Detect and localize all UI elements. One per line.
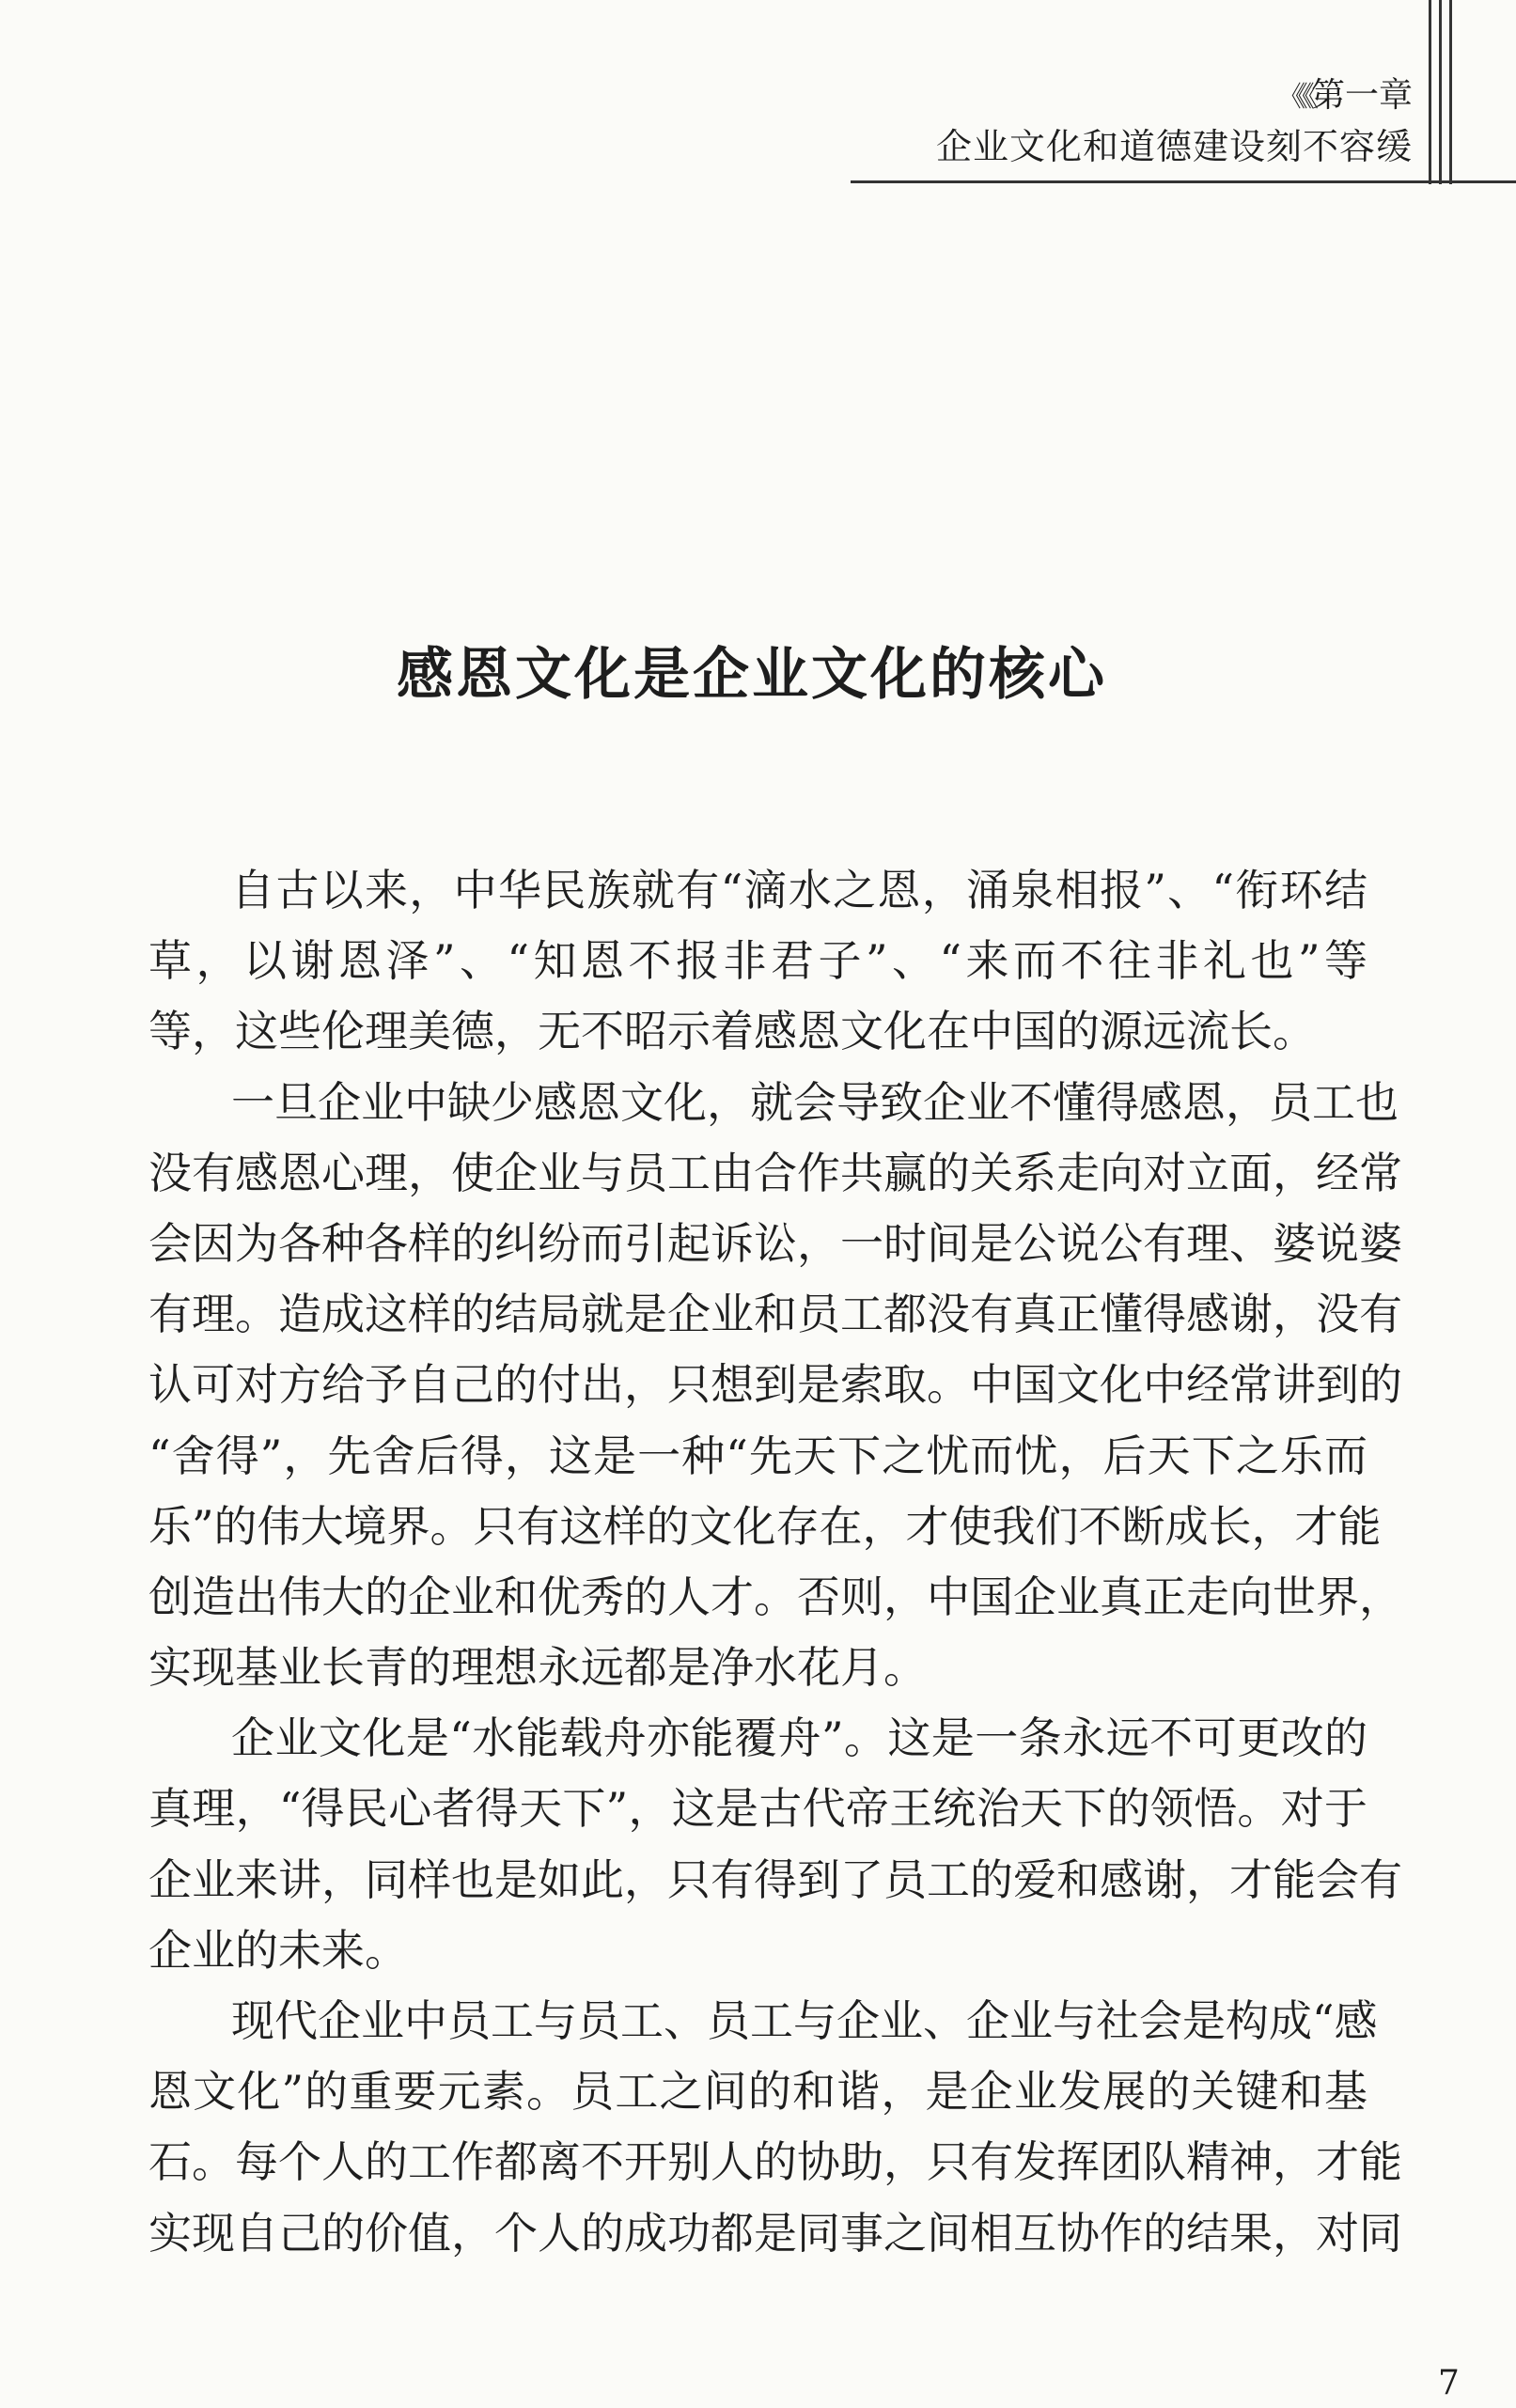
- chapter-label: 第一章: [1310, 76, 1413, 115]
- paragraph-line: 乐”的伟大境界。只有这样的文化存在，才使我们不断成长，才能: [148, 1500, 1382, 1552]
- paragraph-line: 企业来讲，同样也是如此，只有得到了员工的爱和感谢，才能会有: [148, 1853, 1402, 1905]
- paragraph-line: 自古以来，中华民族就有“滴水之恩，涌泉相报”、“衔环结: [231, 865, 1368, 915]
- paragraph-line: 实现自己的价值，个人的成功都是同事之间相互协作的结果，对同: [148, 2207, 1402, 2259]
- paragraph-line: 创造出伟大的企业和优秀的人才。否则，中国企业真正走向世界，: [148, 1571, 1402, 1622]
- body-text: [148, 855, 1402, 2269]
- section-title: 感恩文化是企业文化的核心: [397, 642, 1107, 708]
- header-vertical-rule: [1449, 0, 1452, 184]
- paragraph-line: 石。每个人的工作都离不开别人的协助，只有发挥团队精神，才能: [148, 2136, 1402, 2188]
- paragraph-line: 等，这些伦理美德，无不昭示着感恩文化在中国的源远流长。: [148, 1006, 1316, 1057]
- paragraph-line: 真理，“得民心者得天下”，这是古代帝王统治天下的领悟。对于: [148, 1783, 1368, 1835]
- paragraph-line: “舍得”，先舍后得，这是一种“先天下之忧而忧，后天下之乐而: [148, 1430, 1368, 1481]
- paragraph-line: 有理。造成这样的结局就是企业和员工都没有真正懂得感谢，没有: [148, 1289, 1402, 1340]
- running-header-title: 企业文化和道德建设刻不容缓: [935, 126, 1413, 167]
- header-vertical-rule: [1439, 0, 1442, 184]
- paragraph-line: 草，以谢恩泽”、“知恩不报非君子”、“来而不往非礼也”等: [148, 935, 1368, 987]
- chevrons-icon: 《《《: [1276, 81, 1311, 114]
- paragraph-line: 企业的未来。: [148, 1924, 408, 1976]
- paragraph-line: 没有感恩心理，使企业与员工由合作共赢的关系走向对立面，经常: [148, 1147, 1402, 1198]
- paragraph-line: 企业文化是“水能载舟亦能覆舟”。这是一条永远不可更改的: [231, 1712, 1368, 1764]
- paragraph-line: 认可对方给予自己的付出，只想到是索取。中国文化中经常讲到的: [148, 1359, 1402, 1411]
- paragraph-line: 会因为各种各样的纠纷而引起诉讼，一时间是公说公有理、婆说婆: [148, 1217, 1402, 1269]
- running-header-chapter: [1277, 75, 1413, 118]
- paragraph-line: 实现基业长青的理想永远都是净水花月。: [148, 1642, 927, 1694]
- header-rule: [851, 180, 1516, 183]
- paragraph-line: 一旦企业中缺少感恩文化，就会导致企业不懂得感恩，员工也: [231, 1076, 1399, 1128]
- header-vertical-rule: [1429, 0, 1431, 184]
- paragraph-line: 恩文化”的重要元素。员工之间的和谐，是企业发展的关键和基: [148, 2066, 1368, 2118]
- paragraph-line: 现代企业中员工与员工、员工与企业、企业与社会是构成“感: [231, 1995, 1378, 2046]
- page-number: 7: [1438, 2364, 1460, 2402]
